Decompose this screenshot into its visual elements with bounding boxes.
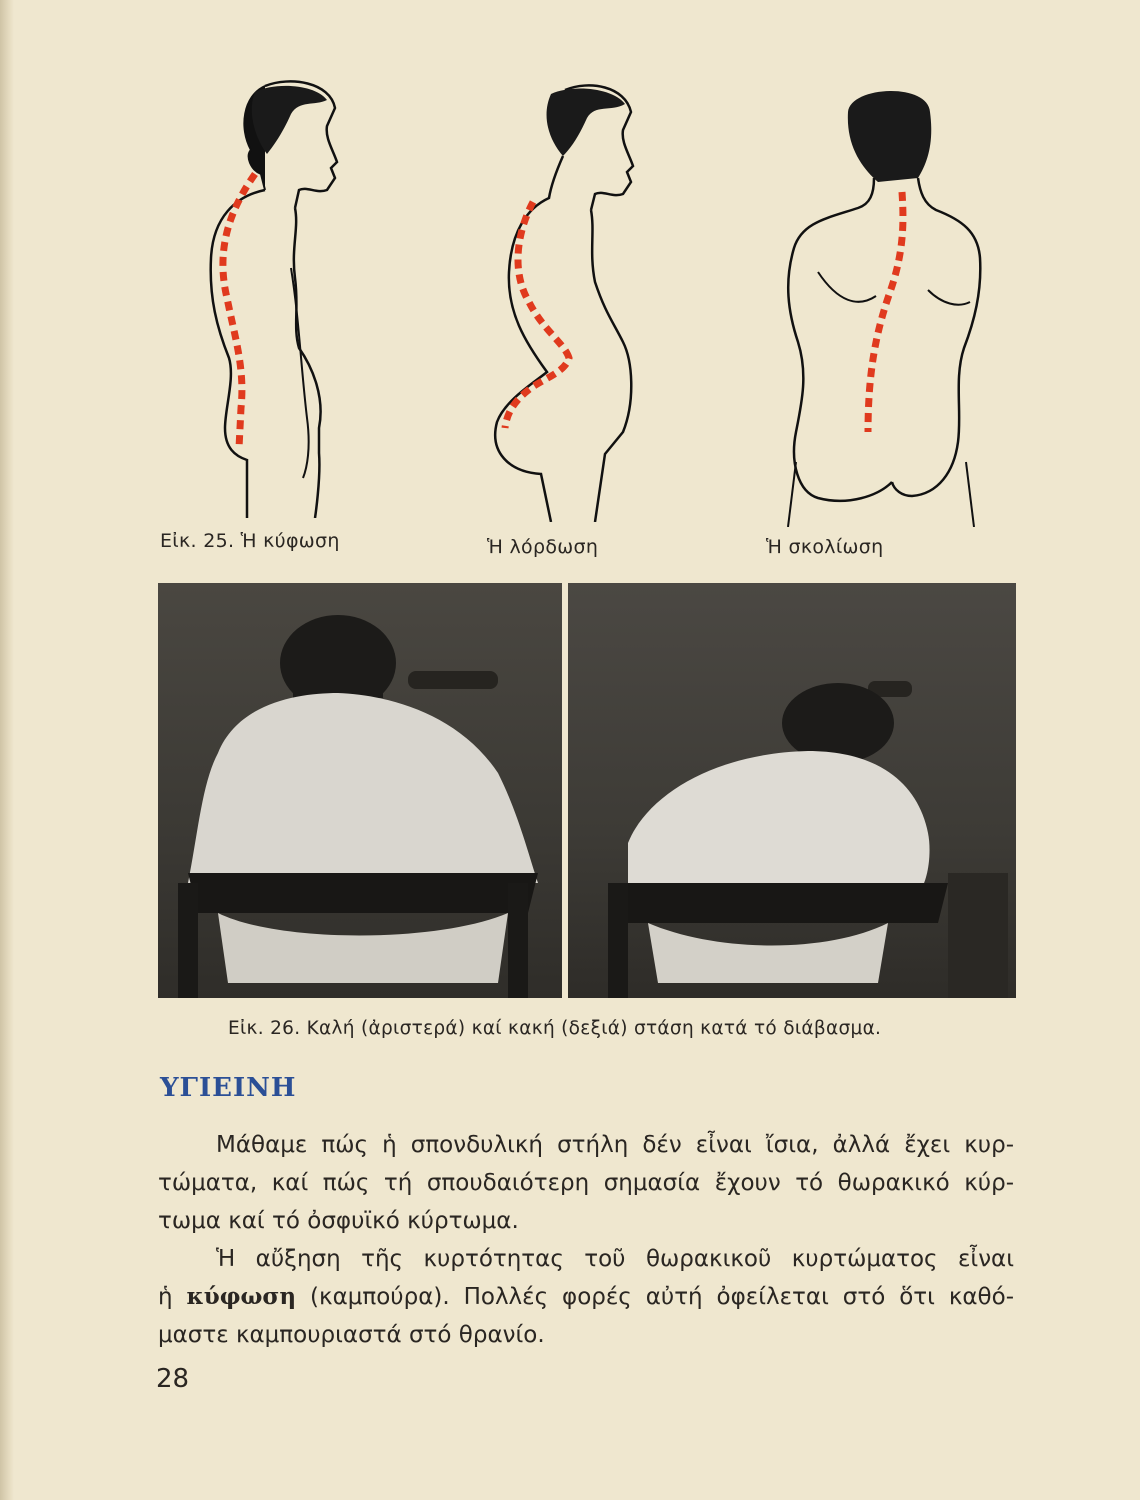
photo-bad-posture [568,583,1016,998]
paragraph-1 [158,1126,1014,1240]
p2-line-2-pre: ἡ [158,1284,173,1310]
p2-line-2 [158,1278,1014,1316]
fig25-prefix: Εἰκ. 25. [160,530,235,552]
fig25-caption-kyphosis [160,530,340,552]
section-heading: ΥΓΙΕΙΝΗ [160,1073,297,1103]
paragraph-2 [158,1240,1014,1354]
fig26-caption: Εἰκ. 26. Καλή (ἀριστερά) καί κακή (δεξιά) στάση κατά τό διάβασμα. [228,1018,882,1039]
fig25-label-kyphosis: Ἡ κύφωση [240,530,340,552]
fig25-label-scoliosis: Ἡ σκολίωση [766,536,884,558]
page-number: 28 [156,1364,190,1394]
p2-line-3: μαστε καμπουριαστά στό θρανίο. [158,1322,545,1348]
fig25-label-lordosis: Ἡ λόρδωση [487,536,599,558]
kyphosis-illustration [195,78,355,518]
kyphosis-term: κύφωση [186,1283,297,1310]
scoliosis-illustration [778,82,993,527]
p2-line-2-post: (καμπούρα). Πολλές φορές αὐτή ὀφείλεται στό ὅτι καθό- [310,1284,1014,1310]
p2-line-1: Ἡ αὔξηση τῆς κυρτότητας τοῦ θωρακικοῦ κυρτώματος εἶναι [216,1246,1014,1272]
p1-line-2: τώματα, καί πώς τή σπουδαιότερη σημασία ἔχουν τό θωρακικό κύρ- [158,1170,1014,1196]
p1-line-1: Μάθαμε πώς ἡ σπονδυλική στήλη δέν εἶναι ἴσια, ἀλλά ἔχει κυρ- [216,1132,1014,1158]
page-binding-edge [0,0,14,1500]
lordosis-illustration [485,82,655,522]
photo-good-posture [158,583,562,998]
p1-line-3: τωμα καί τό ὀσφυϊκό κύρτωμα. [158,1208,519,1234]
